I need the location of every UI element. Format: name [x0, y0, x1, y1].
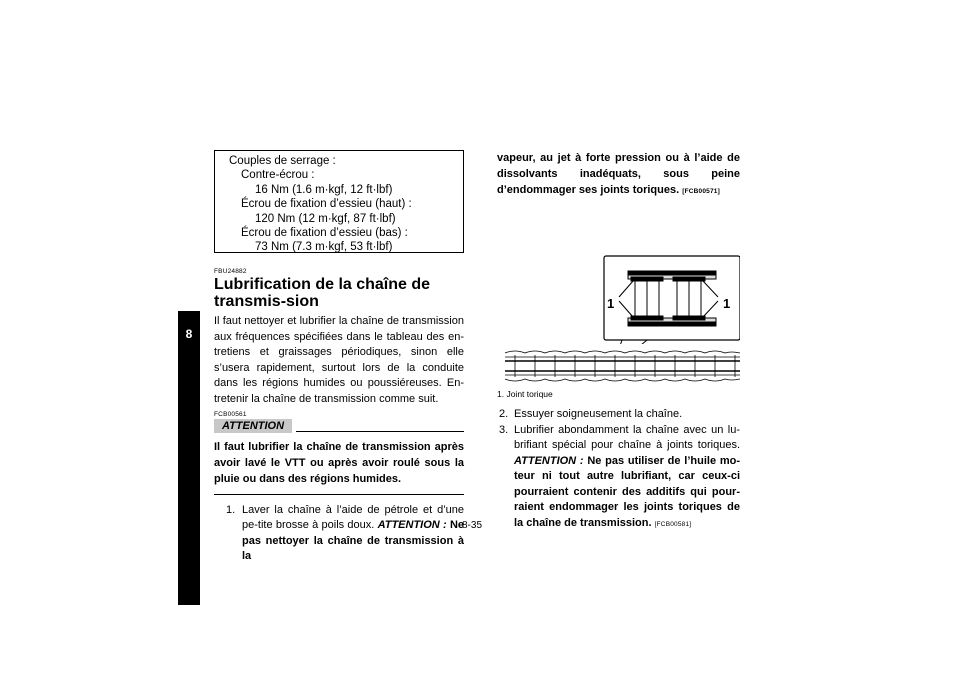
step-code: [FCB00581]	[654, 520, 692, 528]
steps-list	[214, 503, 464, 565]
step-item	[497, 407, 740, 423]
torque-label: Contre-écrou :	[241, 169, 315, 182]
step-attention-text-cont: vapeur, au jet à forte pression ou à l’aide de dissolvants inadéquats, sous peine d’endommager ses joints toriques.	[497, 152, 740, 196]
callout-label: 1	[723, 296, 731, 311]
torque-label: Écrou de fixation d’essieu (bas) :	[241, 227, 408, 240]
step-attention-label: ATTENTION :	[377, 519, 447, 532]
steps-list-cont	[497, 407, 740, 532]
section-body: Il faut nettoyer et lubrifier la chaîne de transmission aux fréquences spécifiées dans le tableau des en-tretiens et graissages périodiques, sinon elle s’usera rapidement, surtout lors de la conduite dans les régions humides ou poussiéreuses. En-tretenir la chaîne de transmission comme suit.	[214, 315, 464, 405]
step-text: Essuyer soigneusement la chaîne.	[514, 408, 683, 420]
diagram-caption: 1. Joint torique	[497, 389, 553, 399]
torque-value: 16 Nm (1.6 m·kgf, 12 ft·lbf)	[255, 183, 393, 196]
attention-header	[214, 419, 464, 434]
step-item	[214, 503, 464, 565]
chain-strip-drawing	[497, 347, 740, 385]
step-number: 1.	[226, 503, 236, 516]
attention-code: FCB00561	[214, 410, 247, 418]
step-number: 3.	[499, 423, 509, 436]
step-text: Laver la chaîne à l’aide de pétrole et d’une pe-tite brosse à poils doux.	[242, 503, 464, 532]
step-item	[497, 423, 740, 533]
step-attention-label: ATTENTION :	[514, 454, 584, 467]
step-text: Lubrifier abondamment la chaîne avec un lu-brifiant spécial pour chaîne à joints toriques.	[514, 423, 740, 451]
torque-title: Couples de serrage :	[229, 155, 336, 167]
torque-value: 73 Nm (7.3 m·kgf, 53 ft·lbf)	[255, 241, 393, 254]
step-number: 2.	[499, 408, 509, 420]
chain-strip	[497, 347, 740, 385]
page-number: 8-35	[462, 520, 483, 531]
torque-label: Écrou de fixation d’essieu (haut) :	[241, 198, 412, 211]
chapter-tab	[178, 311, 200, 605]
callout-label: 1	[607, 296, 615, 311]
attention-text: Il faut lubrifier la chaîne de transmission après avoir lavé le VTT ou après avoir roulé sous la pluie ou dans des régions humides.	[214, 440, 464, 485]
section-code: FBU24882	[214, 268, 247, 275]
step-attention-text: Ne pas nettoyer la chaîne de transmission à la	[242, 519, 465, 563]
step-code: [FCB00571]	[682, 188, 720, 195]
attention-badge: ATTENTION	[214, 419, 292, 433]
chapter-number: 8	[185, 327, 193, 341]
left-column	[214, 150, 464, 565]
right-column	[497, 150, 740, 532]
torque-value: 120 Nm (12 m·kgf, 87 ft·lbf)	[255, 212, 396, 225]
attention-rule	[296, 431, 464, 432]
chain-oring-diagram	[497, 209, 740, 344]
step-attention-continuation	[497, 150, 740, 200]
section-title: Lubrification de la chaîne de transmis-sion	[214, 276, 431, 310]
torque-spec-box	[214, 150, 464, 253]
step-attention-text: Ne pas utiliser de l’huile mo-teur ni tout autre lubrifiant, car ceux-ci pourraient contenir des additifs qui pour-raient endommager les joints toriques de la chaîne de transmission.	[514, 454, 740, 529]
attention-end-rule	[214, 494, 464, 495]
